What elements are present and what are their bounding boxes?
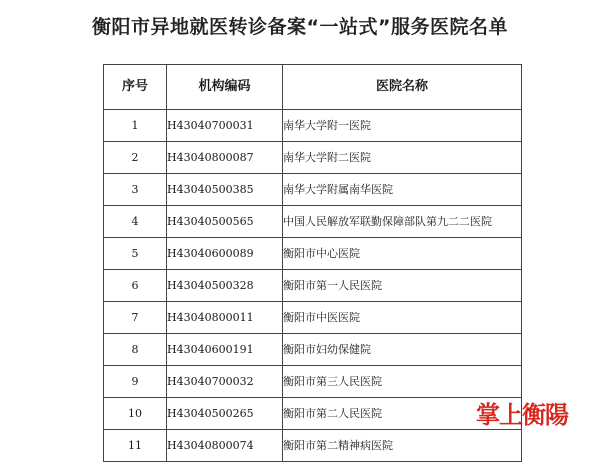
institution-code-cell: H43040800087 [167, 142, 283, 174]
institution-code-cell: H43040700031 [167, 110, 283, 142]
header-institution-code: 机构编码 [167, 65, 283, 110]
serial-number-cell: 3 [104, 174, 167, 206]
institution-code-cell: H43040600089 [167, 238, 283, 270]
table-header-row [104, 65, 522, 110]
institution-code-cell: H43040600191 [167, 334, 283, 366]
hospital-name-cell: 衡阳市第二精神病医院 [283, 430, 522, 462]
institution-code-cell: H43040800011 [167, 302, 283, 334]
hospital-name-cell: 衡阳市第二人民医院 [283, 398, 522, 430]
table-row [104, 206, 522, 238]
serial-number-cell: 11 [104, 430, 167, 462]
hospital-name-cell: 衡阳市中医医院 [283, 302, 522, 334]
hospital-name-cell: 南华大学附一医院 [283, 110, 522, 142]
document-title: 衡阳市异地就医转诊备案“一站式”服务医院名单 [92, 16, 508, 38]
hospital-name-cell: 南华大学附属南华医院 [283, 174, 522, 206]
institution-code-cell: H43040500565 [167, 206, 283, 238]
serial-number-cell: 7 [104, 302, 167, 334]
table-row [104, 174, 522, 206]
table-row [104, 430, 522, 462]
table-row [104, 270, 522, 302]
institution-code-cell: H43040500385 [167, 174, 283, 206]
serial-number-cell: 6 [104, 270, 167, 302]
table-row [104, 238, 522, 270]
table-row [104, 110, 522, 142]
serial-number-cell: 1 [104, 110, 167, 142]
table-row [104, 398, 522, 430]
header-hospital-name: 医院名称 [283, 65, 522, 110]
table-row [104, 302, 522, 334]
institution-code-cell: H43040500328 [167, 270, 283, 302]
institution-code-cell: H43040500265 [167, 398, 283, 430]
institution-code-cell: H43040700032 [167, 366, 283, 398]
serial-number-cell: 5 [104, 238, 167, 270]
hospital-name-cell: 衡阳市妇幼保健院 [283, 334, 522, 366]
serial-number-cell: 9 [104, 366, 167, 398]
hospital-name-cell: 衡阳市第三人民医院 [283, 366, 522, 398]
header-serial-number: 序号 [104, 65, 167, 110]
serial-number-cell: 8 [104, 334, 167, 366]
watermark-logo: 掌上衡陽 [476, 400, 568, 429]
hospital-name-cell: 衡阳市中心医院 [283, 238, 522, 270]
institution-code-cell: H43040800074 [167, 430, 283, 462]
hospital-name-cell: 南华大学附二医院 [283, 142, 522, 174]
hospital-name-cell: 衡阳市第一人民医院 [283, 270, 522, 302]
table-row [104, 142, 522, 174]
table-row [104, 366, 522, 398]
serial-number-cell: 10 [104, 398, 167, 430]
hospital-table [103, 64, 522, 462]
hospital-name-cell: 中国人民解放军联勤保障部队第九二二医院 [283, 206, 522, 238]
serial-number-cell: 2 [104, 142, 167, 174]
serial-number-cell: 4 [104, 206, 167, 238]
table-row [104, 334, 522, 366]
